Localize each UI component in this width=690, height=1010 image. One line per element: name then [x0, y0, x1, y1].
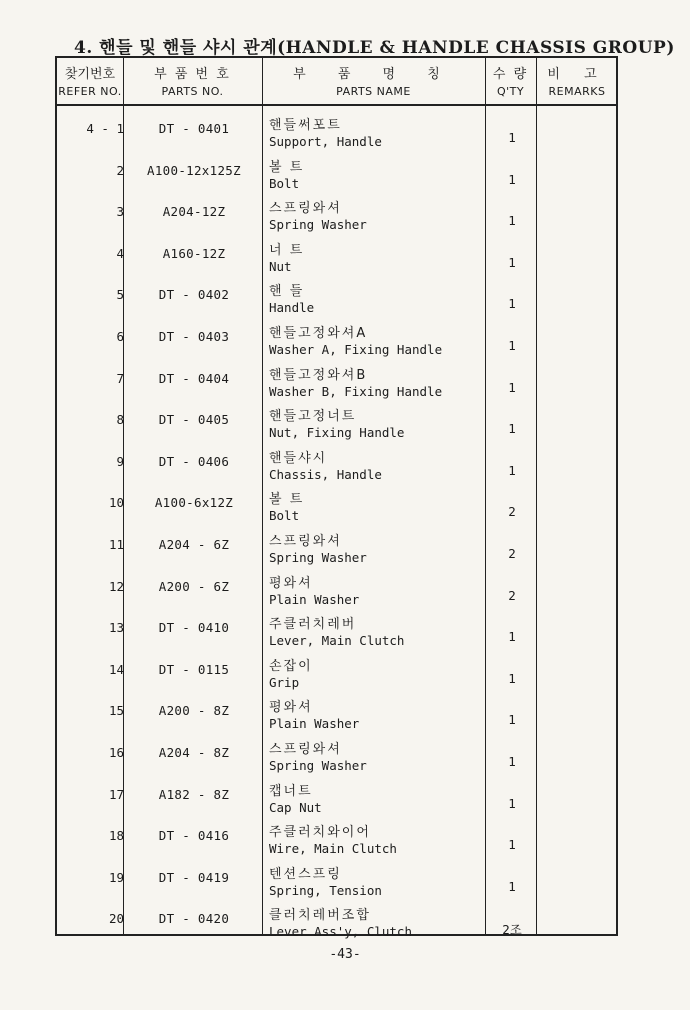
- table-row: [57, 528, 616, 570]
- parts-name-ko: 손잡이: [269, 658, 313, 674]
- header-parts-name-ko: 부 품 명 칭: [293, 67, 454, 82]
- parts-name-en: Plain Washer: [269, 591, 360, 607]
- table-row: [57, 694, 616, 736]
- parts-name-ko: 핸들샤시: [269, 450, 328, 466]
- parts-no-cell: DT - 0402: [158, 287, 230, 303]
- header-qty-ko: 수 량: [492, 67, 529, 82]
- refer-no-cell: 5: [116, 287, 124, 303]
- header-refer-no: [57, 58, 123, 104]
- parts-no-cell: A204-12Z: [162, 204, 226, 220]
- table-body: [57, 104, 616, 940]
- table-row: [57, 611, 616, 653]
- parts-name-ko: 볼 트: [269, 159, 305, 175]
- header-parts-name: [262, 58, 485, 104]
- parts-name-cell: [269, 530, 489, 565]
- refer-no-cell: 13: [108, 620, 124, 636]
- refer-no-cell: 14: [108, 661, 124, 677]
- parts-no-cell: A160-12Z: [162, 245, 226, 261]
- parts-name-cell: [269, 488, 489, 523]
- parts-name-cell: [269, 780, 489, 815]
- parts-name-en: Lever Ass'y, Clutch: [269, 924, 412, 940]
- header-parts-no-ko: 부 품 번 호: [154, 67, 231, 82]
- qty-cell: 1: [508, 379, 516, 395]
- table-row: [57, 362, 616, 404]
- qty-cell: 2: [508, 504, 516, 520]
- parts-name-cell: [269, 280, 489, 315]
- table-row: [57, 154, 616, 196]
- qty-cell: 1: [508, 254, 516, 270]
- table-row: [57, 112, 616, 154]
- parts-name-en: Grip: [269, 674, 300, 690]
- parts-no-cell: DT - 0406: [158, 453, 230, 469]
- qty-cell: 1: [508, 712, 516, 728]
- parts-name-cell: [269, 322, 489, 357]
- parts-no-cell: DT - 0401: [158, 121, 230, 136]
- table-header: [57, 58, 616, 106]
- parts-name-cell: [269, 696, 489, 731]
- parts-name-en: Nut, Fixing Handle: [269, 425, 405, 441]
- qty-cell: 1: [508, 462, 516, 478]
- header-parts-name-en: PARTS NAME: [336, 85, 411, 98]
- parts-name-cell: [269, 197, 489, 232]
- refer-no-cell: 19: [108, 869, 124, 885]
- parts-name-en: Spring Washer: [269, 217, 367, 233]
- qty-cell: 2: [508, 546, 516, 561]
- parts-name-en: Washer B, Fixing Handle: [269, 383, 443, 399]
- parts-name-ko: 주클러치레버: [269, 617, 357, 633]
- refer-no-cell: 2: [116, 162, 124, 178]
- parts-no-cell: DT - 0416: [158, 828, 230, 844]
- parts-name-cell: [269, 738, 489, 773]
- refer-no-cell: 7: [116, 370, 124, 386]
- table-row: [57, 237, 616, 279]
- refer-no-cell: 11: [108, 537, 124, 552]
- refer-no-cell: 10: [108, 495, 124, 511]
- parts-name-ko: 클러치레버조합: [269, 908, 371, 924]
- qty-cell: 1: [508, 213, 516, 229]
- parts-name-ko: 너 트: [269, 242, 305, 258]
- parts-name-en: Support, Handle: [269, 134, 382, 149]
- parts-name-en: Lever, Main Clutch: [269, 633, 405, 649]
- parts-no-cell: DT - 0115: [158, 661, 230, 677]
- table-row: [57, 403, 616, 445]
- parts-no-cell: DT - 0403: [158, 329, 230, 344]
- parts-name-en: Chassis, Handle: [269, 466, 382, 482]
- parts-name-ko: 텐션스프링: [269, 866, 342, 882]
- parts-name-ko: 핸들고정와셔B: [269, 367, 368, 383]
- header-refer-ko: 찾기번호: [64, 67, 116, 82]
- qty-cell: 1: [508, 878, 516, 894]
- table-row: [57, 445, 616, 487]
- parts-name-cell: [269, 572, 489, 607]
- header-remarks-en: REMARKS: [548, 85, 606, 98]
- parts-name-ko: 평와셔: [269, 575, 313, 591]
- parts-name-cell: [269, 613, 489, 648]
- parts-no-cell: A200 - 6Z: [158, 578, 230, 594]
- table-row: [57, 278, 616, 320]
- table-row: [57, 819, 616, 861]
- parts-name-en: Bolt: [269, 175, 300, 191]
- refer-no-cell: 6: [116, 329, 124, 344]
- parts-no-cell: DT - 0420: [158, 911, 230, 927]
- table-row: [57, 902, 616, 944]
- qty-cell: 2: [508, 587, 516, 603]
- parts-no-cell: A204 - 6Z: [158, 537, 230, 552]
- parts-name-ko: 스프링와셔: [269, 534, 342, 549]
- refer-no-cell: 4 - 1: [86, 121, 124, 136]
- parts-name-ko: 주클러치와이어: [269, 825, 371, 841]
- qty-cell: 2조: [502, 922, 522, 938]
- parts-name-en: Washer A, Fixing Handle: [269, 342, 443, 357]
- qty-cell: 1: [508, 296, 516, 312]
- parts-no-cell: A200 - 8Z: [158, 703, 230, 719]
- refer-no-cell: 8: [116, 412, 124, 428]
- parts-name-ko: 핸들고정너트: [269, 409, 357, 425]
- qty-cell: 1: [508, 421, 516, 437]
- parts-no-cell: DT - 0419: [158, 869, 230, 885]
- parts-name-cell: [269, 405, 489, 440]
- header-remarks-ko: 비 고: [547, 67, 607, 82]
- table-row: [57, 861, 616, 903]
- parts-no-cell: A204 - 8Z: [158, 745, 230, 760]
- parts-name-cell: [269, 239, 489, 274]
- qty-cell: 1: [508, 629, 516, 645]
- parts-name-cell: [269, 447, 489, 482]
- parts-name-cell: [269, 821, 489, 856]
- parts-no-cell: DT - 0404: [158, 370, 230, 386]
- parts-name-en: Bolt: [269, 508, 300, 524]
- parts-name-en: Spring, Tension: [269, 882, 382, 898]
- refer-no-cell: 12: [108, 578, 124, 594]
- refer-no-cell: 9: [116, 453, 124, 469]
- parts-no-cell: DT - 0410: [158, 620, 230, 636]
- parts-name-ko: 스프링와셔: [269, 201, 342, 217]
- parts-name-ko: 평와셔: [269, 700, 313, 716]
- qty-cell: 1: [508, 338, 516, 353]
- parts-name-en: Wire, Main Clutch: [269, 841, 397, 857]
- parts-name-cell: [269, 364, 489, 399]
- refer-no-cell: 15: [108, 703, 124, 719]
- header-qty-en: Q'TY: [496, 85, 525, 98]
- parts-name-ko: 캡너트: [269, 783, 313, 799]
- qty-cell: 1: [508, 171, 516, 187]
- parts-name-ko: 볼 트: [269, 492, 305, 508]
- parts-name-cell: [269, 655, 489, 690]
- parts-name-en: Plain Washer: [269, 716, 360, 732]
- qty-cell: 1: [508, 130, 516, 145]
- parts-name-en: Handle: [269, 300, 315, 316]
- parts-name-en: Nut: [269, 258, 292, 274]
- qty-cell: 1: [508, 670, 516, 686]
- qty-cell: 1: [508, 837, 516, 853]
- refer-no-cell: 16: [108, 745, 124, 760]
- parts-name-cell: [269, 114, 489, 149]
- page-number: -43-: [329, 947, 361, 962]
- header-qty: [485, 58, 536, 104]
- parts-name-en: Cap Nut: [269, 799, 322, 815]
- parts-name-ko: 핸들써포트: [269, 118, 342, 133]
- page-title: 4. 핸들 및 핸들 샤시 관계(HANDLE & HANDLE CHASSIS GROUP): [74, 38, 675, 58]
- header-remarks: [536, 58, 618, 104]
- parts-no-cell: DT - 0405: [158, 412, 230, 428]
- parts-name-cell: [269, 156, 489, 191]
- table-row: [57, 736, 616, 778]
- table-row: [57, 653, 616, 695]
- refer-no-cell: 4: [116, 245, 124, 261]
- parts-name-en: Spring Washer: [269, 758, 367, 773]
- header-parts-no-en: PARTS NO.: [161, 85, 224, 98]
- parts-name-cell: [269, 863, 489, 898]
- refer-no-cell: 18: [108, 828, 124, 844]
- parts-name-cell: [269, 904, 489, 939]
- header-refer-en: REFER NO.: [58, 85, 122, 98]
- table-row: [57, 778, 616, 820]
- header-parts-no: [123, 58, 262, 104]
- qty-cell: 1: [508, 795, 516, 811]
- table-row: [57, 486, 616, 528]
- refer-no-cell: 20: [108, 911, 124, 927]
- parts-no-cell: A182 - 8Z: [158, 786, 230, 802]
- parts-name-ko: 스프링와셔: [269, 742, 342, 757]
- table-row: [57, 195, 616, 237]
- parts-no-cell: A100-6x12Z: [154, 495, 234, 511]
- parts-name-ko: 핸들고정와셔A: [269, 326, 368, 341]
- table-row: [57, 570, 616, 612]
- parts-no-cell: A100-12x125Z: [147, 162, 241, 178]
- refer-no-cell: 17: [108, 786, 124, 802]
- parts-name-en: Spring Washer: [269, 550, 367, 565]
- parts-name-ko: 핸 들: [269, 284, 305, 300]
- refer-no-cell: 3: [116, 204, 124, 220]
- qty-cell: 1: [508, 754, 516, 769]
- parts-table: [55, 56, 618, 940]
- table-row: [57, 320, 616, 362]
